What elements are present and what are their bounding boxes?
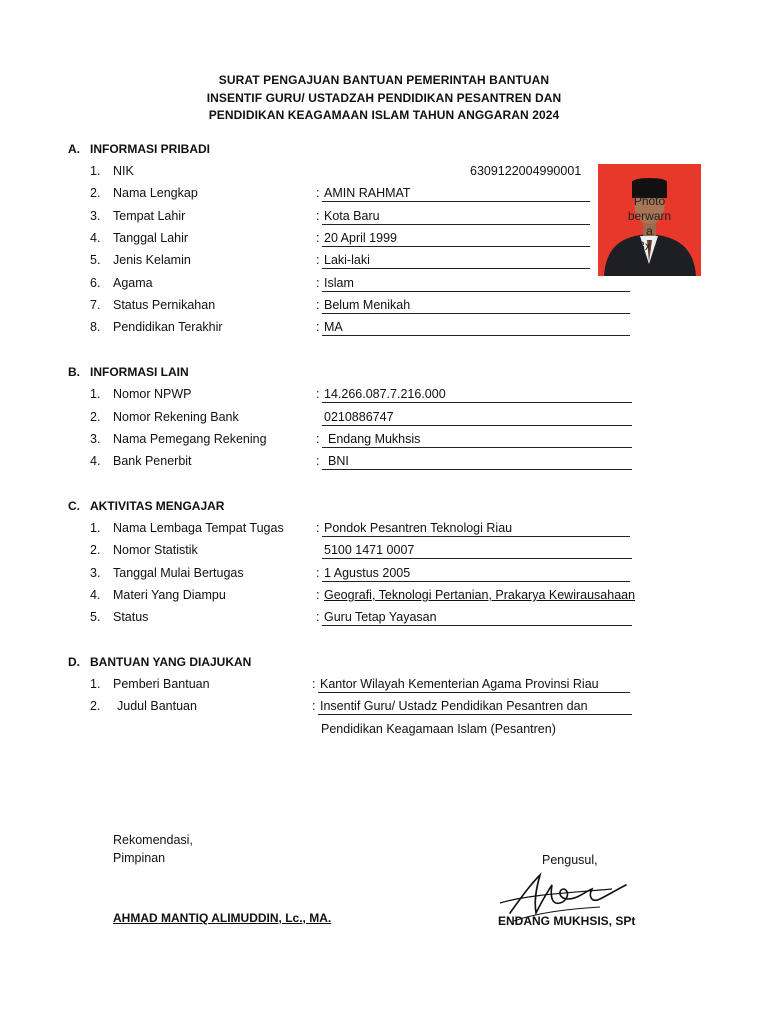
underline	[318, 714, 632, 715]
field-nik: 1. NIK 6309122004990001	[90, 164, 582, 178]
field-nama-lengkap: 2. Nama Lengkap : AMIN RAHMAT	[0, 186, 768, 204]
field-status-pernikahan: 7. Status Pernikahan : Belum Menikah	[0, 298, 768, 316]
underline	[322, 246, 590, 247]
underline	[322, 536, 630, 537]
underline	[322, 291, 630, 292]
field-bank-penerbit: 4. Bank Penerbit : BNI	[0, 454, 768, 472]
proposer-name: ENDANG MUKHSIS, SPt	[498, 914, 636, 928]
section-c-heading: C. AKTIVITAS MENGAJAR	[68, 499, 225, 513]
field-npwp: 1. Nomor NPWP : 14.266.087.7.216.000	[0, 387, 768, 405]
leader-label: Pimpinan	[113, 851, 166, 865]
underline	[322, 625, 632, 626]
recommendation-label: Rekomendasi,	[113, 833, 193, 847]
title-line-3: PENDIDIKAN KEAGAMAAN ISLAM TAHUN ANGGARAN 2024	[208, 108, 560, 122]
field-tanggal-lahir: 4. Tanggal Lahir : 20 April 1999	[0, 231, 768, 249]
underline	[322, 558, 632, 559]
underline	[322, 335, 630, 336]
title-line-1: SURAT PENGAJUAN BANTUAN PEMERINTAH BANTUAN	[218, 73, 550, 87]
underline	[322, 469, 632, 470]
field-tempat-lahir: 3. Tempat Lahir : Kota Baru	[0, 209, 768, 227]
proposer-label: Pengusul,	[542, 853, 598, 867]
section-a-heading: A. INFORMASI PRIBADI	[68, 142, 210, 156]
underline	[322, 447, 632, 448]
field-agama: 6. Agama : Islam	[0, 276, 768, 294]
section-b-heading: B. INFORMASI LAIN	[68, 365, 189, 379]
judul-bantuan-continuation: Pendidikan Keagamaan Islam (Pesantren)	[321, 722, 556, 736]
field-rekening-bank: 2. Nomor Rekening Bank 0210886747	[0, 410, 768, 428]
field-nomor-statistik: 2. Nomor Statistik 5100 1471 0007	[0, 543, 768, 561]
applicant-photo	[598, 164, 701, 276]
underline	[322, 268, 590, 269]
field-nama-lembaga: 1. Nama Lembaga Tempat Tugas : Pondok Pesantren Teknologi Riau	[0, 521, 768, 539]
title-line-2: INSENTIF GURU/ USTADZAH PENDIDIKAN PESANTREN DAN	[206, 90, 562, 105]
leader-name: AHMAD MANTIQ ALIMUDDIN, Lc., MA.	[113, 911, 332, 925]
field-pemberi-bantuan: 1. Pemberi Bantuan : Kantor Wilayah Kementerian Agama Provinsi Riau	[0, 677, 768, 695]
underline	[322, 224, 590, 225]
nik-value: 6309122004990001	[470, 164, 582, 178]
underline	[322, 201, 590, 202]
underline	[322, 425, 632, 426]
section-d-heading: D. BANTUAN YANG DIAJUKAN	[68, 655, 252, 669]
photo-caption: Photo berwarn a 3x 4	[627, 194, 672, 253]
underline	[318, 692, 630, 693]
field-status: 5. Status : Guru Tetap Yayasan	[0, 610, 768, 628]
field-judul-bantuan: 2. Judul Bantuan : Insentif Guru/ Ustadz Pendidikan Pesantren dan	[0, 699, 768, 717]
field-pemegang-rekening: 3. Nama Pemegang Rekening : Endang Mukhsis	[0, 432, 768, 450]
underline	[322, 402, 632, 403]
field-jenis-kelamin: 5. Jenis Kelamin : Laki-laki	[0, 253, 768, 271]
field-pendidikan-terakhir: 8. Pendidikan Terakhir : MA	[0, 320, 768, 338]
field-tanggal-mulai: 3. Tanggal Mulai Bertugas : 1 Agustus 2005	[0, 566, 768, 584]
underline	[322, 313, 630, 314]
field-materi: 4. Materi Yang Diampu : Geografi, Teknologi Pertanian, Prakarya Kewirausahaan	[90, 588, 636, 602]
underline	[322, 581, 630, 582]
document-title	[0, 72, 768, 125]
